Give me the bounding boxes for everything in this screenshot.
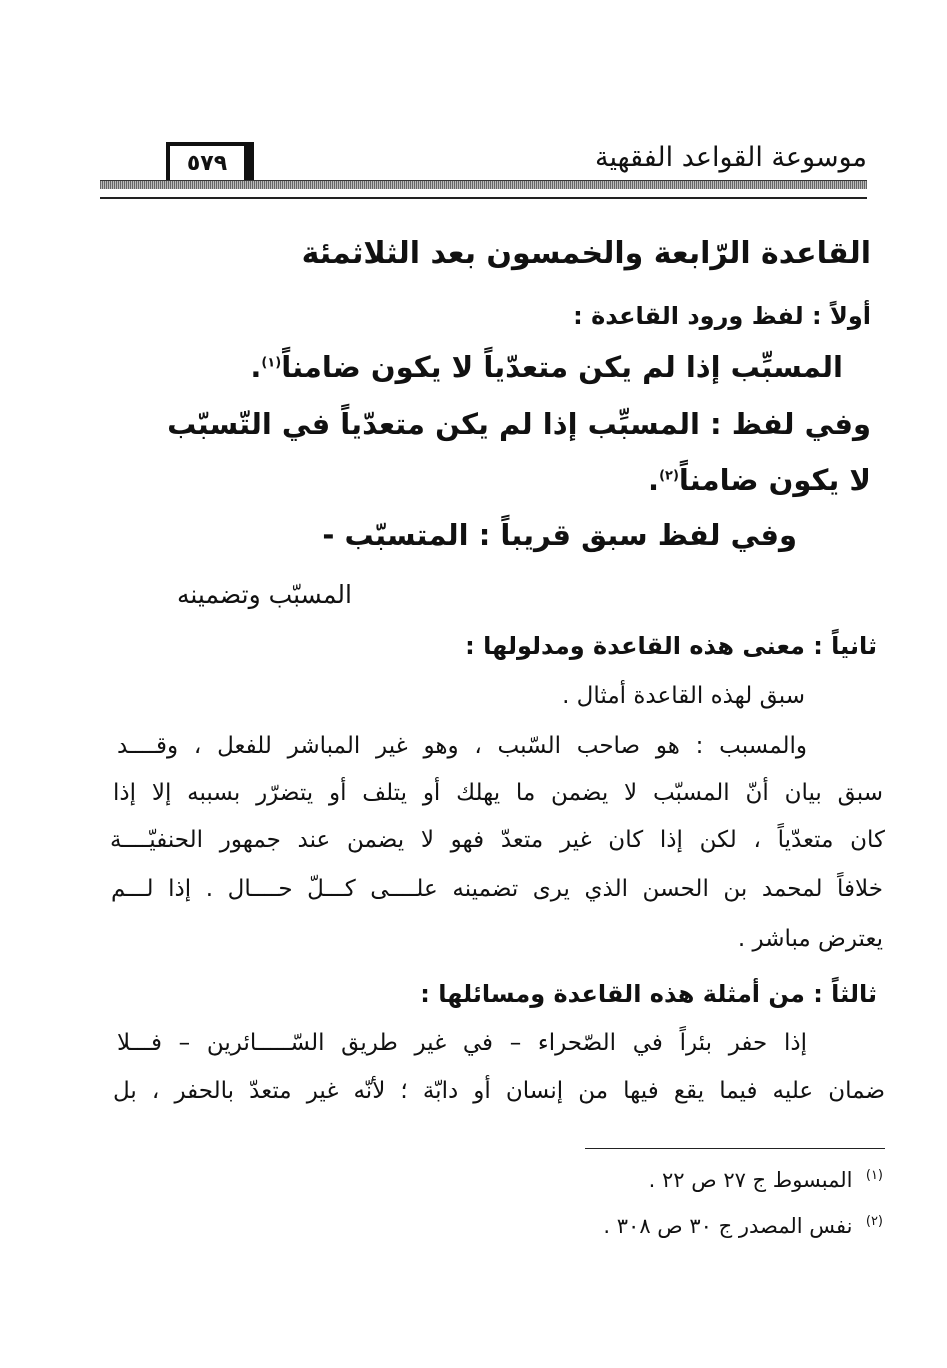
section3-line-2: ضمان عليه فيما يقع فيها من إنسان أو دابّة ؛ لأنّه غير متعدّ بالحفر ، بل bbox=[113, 1078, 885, 1104]
section2-heading: ثانياً : معنى هذه القاعدة ومدلولها : bbox=[465, 632, 877, 660]
rule-title: القاعدة الرّابعة والخمسون بعد الثلاثمئة bbox=[301, 236, 871, 271]
footnote-ref-1: (١) bbox=[261, 355, 282, 371]
rule-subheading: المسبّب وتضمينه bbox=[176, 580, 352, 609]
section3-line-1: إذا حفر بئراً في الصّحراء – في غير طريق السّـــــائرين – فـــلا bbox=[117, 1030, 807, 1056]
header-band bbox=[100, 180, 867, 189]
rule-statement-3: وفي لفظ سبق قريباً : المتسبّب - bbox=[322, 518, 797, 552]
section2-line-4: كان متعدّياً ، لكن إذا كان غير متعدّ فهو لا يضمن عند جمهور الحنفيّــــة bbox=[110, 827, 885, 853]
rule-statement-2-line2: لا يكون ضامناً$^{(٢)}$. bbox=[648, 463, 871, 497]
section2-line-5: خلافاً لمحمد بن الحسن الذي يرى تضمينه علــــى كـــلّ حــــال . إذا لـــم bbox=[111, 876, 883, 902]
section2-line-3: سبق بيان أنّ المسبّب لا يضمن ما يهلك أو يتلف أو يتضرّر بسببه إلا إذا bbox=[113, 780, 883, 806]
footnote-1-text: المبسوط ج ٢٧ ص ٢٢ . bbox=[648, 1168, 853, 1192]
rule-statement-2-text: لا يكون ضامناً bbox=[678, 463, 871, 497]
section2-line-6: يعترض مباشر . bbox=[737, 926, 883, 952]
rule-statement-1: المسبِّب إذا لم يكن متعدّياً لا يكون ضامناً$^{(١)}$. bbox=[250, 350, 843, 384]
section2-line-2: والمسبب : هو صاحب السّبب ، وهو غير المباشر للفعل ، وقــــد bbox=[117, 733, 807, 759]
rule-statement-2-line1: وفي لفظ : المسبِّب إذا لم يكن متعدّياً في التّسبّب bbox=[167, 407, 871, 441]
running-header-title: موسوعة القواعد الفقهية bbox=[595, 142, 867, 173]
footnote-2-num: (٢) bbox=[865, 1214, 883, 1229]
section1-heading: أولاً : لفظ ورود القاعدة : bbox=[573, 302, 871, 330]
footnote-1 bbox=[649, 1168, 883, 1192]
footnote-1-num: (١) bbox=[865, 1168, 883, 1183]
section2-line-1: سبق لهذه القاعدة أمثال . bbox=[562, 683, 805, 709]
footnote-2 bbox=[603, 1214, 883, 1238]
header-rule bbox=[100, 197, 867, 199]
page-number: ٥٧٩ bbox=[166, 142, 248, 184]
rule-statement-1-text: المسبِّب إذا لم يكن متعدّياً لا يكون ضامناً bbox=[281, 350, 843, 384]
footnote-ref-2: (٢) bbox=[659, 468, 679, 484]
footnote-separator bbox=[585, 1148, 885, 1149]
section3-heading: ثالثاً : من أمثلة هذه القاعدة ومسائلها : bbox=[420, 980, 877, 1008]
footnote-2-text: نفس المصدر ج ٣٠ ص ٣٠٨ . bbox=[603, 1214, 853, 1238]
